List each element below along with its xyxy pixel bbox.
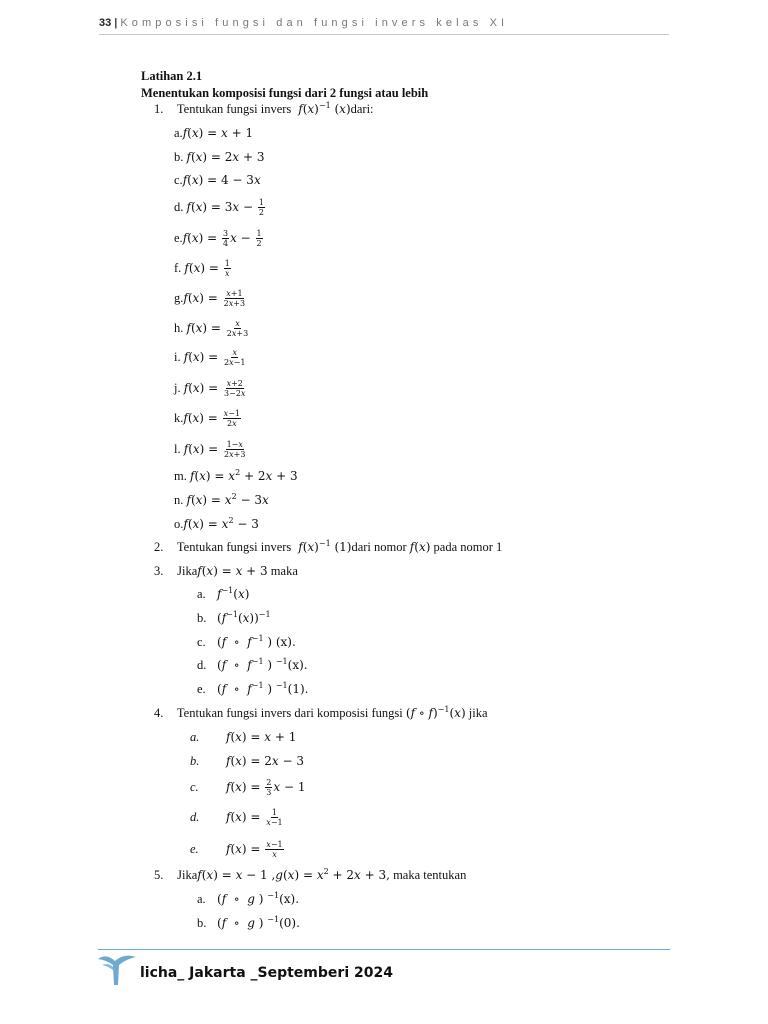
- list-item: [174, 229, 264, 248]
- question-text-tail: maka: [270, 564, 298, 578]
- question-3: [154, 563, 298, 579]
- item-label: f.: [174, 261, 182, 275]
- list-item: [197, 634, 296, 650]
- question-text-mid: dari nomor: [351, 540, 407, 554]
- item-label: c.: [174, 173, 183, 187]
- item-label: m.: [174, 469, 187, 483]
- item-label: b.: [190, 754, 200, 768]
- list-item: [197, 610, 271, 626]
- math-expression: (f ∘ g ) $^{-1}$(0).: [217, 915, 300, 930]
- question-number: 5.: [154, 868, 164, 882]
- math-expression: $f(x)^{-1}$ (x): [298, 101, 351, 116]
- math-expression: $(f^{-1}(x))^{-1}$: [217, 610, 271, 625]
- question-number: 1.: [154, 102, 164, 116]
- item-label: a.: [197, 892, 206, 906]
- question-text-tail: jika: [468, 706, 488, 720]
- math-expression: (f ∘ $f^{-1}$ ) $^{-1}$(x).: [217, 657, 308, 672]
- question-2: [154, 539, 502, 555]
- math-expression: f(x) = $\frac{x}{2x+3}$: [186, 319, 249, 338]
- math-expression: f(x) = x + 1: [182, 126, 254, 140]
- math-expression: f(x) = 2x + 3: [186, 150, 265, 164]
- header-title: Komposisi fungsi dan fungsi invers kelas XI: [120, 17, 509, 29]
- item-label: a.: [197, 587, 206, 601]
- item-label: e.: [174, 231, 183, 245]
- math-expression: f(x) = x + 1: [226, 730, 297, 744]
- math-expression: f(x) = $\frac{x+2}{3-2x}$: [183, 379, 246, 398]
- math-expression: f(x) = x + 3: [197, 564, 268, 578]
- math-expression: $f(x)^{-1}$ (1): [298, 539, 352, 554]
- page-number: 33: [99, 17, 112, 29]
- bird-logo-icon: [96, 951, 138, 987]
- question-text-tail: maka tentukan: [393, 868, 467, 882]
- section-subtitle: Menentukan komposisi fungsi dari 2 fungsi atau lebih: [141, 86, 429, 100]
- question-number: 3.: [154, 564, 164, 578]
- list-item: [190, 729, 296, 745]
- item-label: o.: [174, 517, 184, 531]
- math-expression: f(x) = 4 − 3x: [182, 173, 261, 187]
- math-expression: $f^{-1}(x)$: [217, 586, 250, 601]
- list-item: [174, 198, 266, 217]
- list-item: [190, 778, 306, 797]
- list-item: [174, 516, 259, 532]
- list-item: [174, 125, 253, 141]
- math-expression: $f(x) = x^2 - 3$: [183, 516, 259, 531]
- question-text-tail: pada nomor 1: [433, 540, 503, 554]
- question-text: Jika: [177, 868, 198, 882]
- math-expression: f(x) = $\frac{1}{x-1}$: [226, 808, 283, 827]
- item-label: b.: [174, 150, 184, 164]
- math-expression: f(x) = 2x − 3: [226, 754, 305, 768]
- question-text: Tentukan fungsi invers: [176, 102, 292, 116]
- list-item: [190, 808, 285, 827]
- question-number: 2.: [154, 540, 164, 554]
- math-expression: f(x) = $\frac{x-1}{2x}$: [183, 409, 240, 428]
- question-text: Jika: [177, 564, 198, 578]
- list-item: [174, 172, 261, 188]
- item-label: d.: [197, 658, 207, 672]
- item-label: g.: [174, 291, 184, 305]
- item-label: d.: [174, 200, 184, 214]
- item-label: b.: [197, 611, 207, 625]
- item-label: n.: [174, 493, 184, 507]
- math-expression: f(x) = $\frac{2}{3}$ x − 1: [226, 778, 306, 797]
- list-item: [174, 440, 247, 459]
- question-text: Tentukan fungsi invers: [176, 540, 292, 554]
- section-title: Latihan 2.1: [141, 69, 203, 83]
- list-item: [174, 379, 247, 398]
- item-label: b.: [197, 916, 207, 930]
- math-expression: f(x) = $\frac{x}{2x-1}$: [183, 348, 246, 367]
- list-item: [197, 681, 308, 697]
- item-label: c.: [190, 780, 199, 794]
- list-item: [174, 468, 298, 484]
- math-expression: (f ∘ $f^{-1}$ ) $^{-1}$(1).: [217, 681, 309, 696]
- item-label: i.: [174, 350, 181, 364]
- math-expression: f(x) = $\frac{x-1}{x}$: [226, 840, 283, 859]
- math-expression: (f ∘ f)$^{-1}$(x): [405, 705, 466, 720]
- item-label: d.: [190, 810, 200, 824]
- item-label: h.: [174, 321, 184, 335]
- math-expression: f(x): [409, 540, 431, 554]
- item-label: k.: [174, 411, 184, 425]
- question-text-tail: dari:: [350, 102, 374, 116]
- item-label: e.: [190, 842, 199, 856]
- math-expression: f(x) = $\frac{1}{x}$: [184, 259, 230, 278]
- math-expression: (f ∘ $f^{-1}$ ) (x).: [217, 634, 296, 649]
- math-expression: $f(x) = x^2 + 2x + 3$: [189, 468, 298, 483]
- question-4: [154, 705, 488, 721]
- question-5: [154, 867, 466, 883]
- list-item: [190, 840, 285, 859]
- item-label: c.: [197, 635, 206, 649]
- list-item: [174, 348, 247, 367]
- header-separator: |: [114, 17, 118, 29]
- question-number: 4.: [154, 706, 164, 720]
- math-expression: f(x) = 3x − $\frac{1}{2}$: [186, 198, 264, 217]
- list-item: [174, 289, 247, 308]
- math-expression: f(x) = $\frac{3}{4}$ x − $\frac{1}{2}$: [182, 229, 262, 248]
- math-expression: (f ∘ g ) $^{-1}$(x).: [217, 891, 300, 906]
- math-expression: f(x) = $\frac{1-x}{2x+3}$: [183, 440, 246, 459]
- item-label: l.: [174, 442, 181, 456]
- list-item: [174, 149, 265, 165]
- list-item: [197, 915, 300, 931]
- item-label: e.: [197, 682, 206, 696]
- item-label: j.: [174, 381, 181, 395]
- item-label: a.: [190, 730, 200, 744]
- list-item: [174, 492, 269, 508]
- question-1: [154, 101, 374, 117]
- list-item: [174, 409, 242, 428]
- math-expression: $f(x) = x^2 - 3x$: [186, 492, 269, 507]
- list-item: [174, 259, 232, 278]
- footer-text: licha_ Jakarta _Septemberi 2024: [140, 965, 393, 981]
- page-header: [99, 14, 669, 35]
- list-item: [174, 319, 250, 338]
- list-item: [197, 586, 249, 602]
- item-label: a.: [174, 126, 183, 140]
- math-expression: f(x) = $\frac{x+1}{2x+3}$: [183, 289, 246, 308]
- list-item: [197, 657, 308, 673]
- list-item: [197, 891, 299, 907]
- list-item: [190, 753, 304, 769]
- math-expression: f(x) = x − 1 $,g(x) = x^2 + 2x + 3$,: [197, 867, 390, 882]
- question-text: Tentukan fungsi invers dari komposisi fungsi: [176, 706, 403, 720]
- footer-rule: [98, 949, 670, 950]
